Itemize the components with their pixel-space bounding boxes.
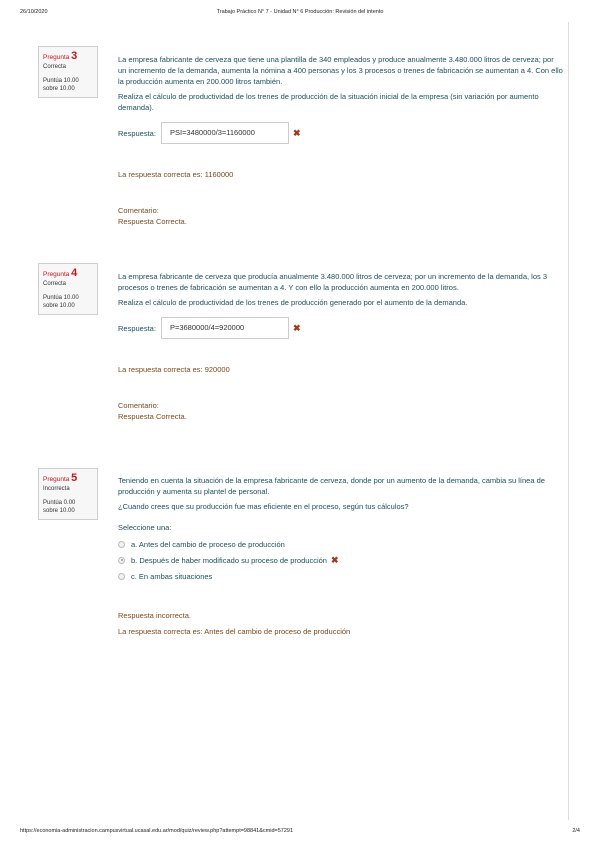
question-label: Pregunta bbox=[43, 476, 70, 483]
radio-unchecked-icon[interactable] bbox=[118, 541, 125, 548]
option-b[interactable] bbox=[118, 552, 563, 568]
question-info-box bbox=[38, 263, 98, 315]
question-number: 4 bbox=[71, 267, 78, 279]
question-content bbox=[118, 475, 563, 637]
incorrect-mark-icon: ✖ bbox=[330, 554, 339, 565]
print-footer-page: 2/4 bbox=[572, 828, 580, 834]
comment-label: Comentario: bbox=[118, 401, 159, 410]
question-state: Correcta bbox=[43, 64, 67, 70]
correct-answer-feedback: La respuesta correcta es: 1160000 bbox=[118, 170, 234, 179]
answer-input[interactable]: P=3680000/4=920000 bbox=[161, 317, 289, 339]
option-label: c. En ambas situaciones bbox=[131, 571, 213, 581]
question-grade: Puntúa 10.00 bbox=[43, 78, 79, 84]
option-a[interactable] bbox=[118, 536, 563, 552]
question-state: Correcta bbox=[43, 281, 67, 287]
correct-answer-feedback: La respuesta correcta es: 920000 bbox=[118, 365, 230, 374]
question-instruction: ¿Cuando crees que su producción fue mas eficiente en el proceso, según tus cálculos? bbox=[118, 502, 409, 511]
question-number: 5 bbox=[71, 472, 78, 484]
comment-text: Respuesta Correcta. bbox=[118, 217, 187, 226]
question-instruction: Realiza el cálculo de productividad de los trenes de producción generado por el aumento de la demanda. bbox=[118, 298, 468, 307]
question-grade-max: sobre 10.00 bbox=[43, 303, 75, 309]
content-divider bbox=[568, 22, 569, 820]
options-list bbox=[118, 536, 563, 584]
print-header-title: Trabajo Práctico N° 7 - Unidad N° 6 Producción: Revisión del intento bbox=[216, 9, 384, 15]
answer-input[interactable]: PSI=3480000/3=1160000 bbox=[161, 122, 289, 144]
question-label: Pregunta bbox=[43, 271, 70, 278]
comment-label: Comentario: bbox=[118, 206, 159, 215]
question-info-box bbox=[38, 468, 98, 520]
question-instruction: Realiza el cálculo de productividad de los trenes de producción de la situación inicial de la empresa (sin variación por aumento demanda). bbox=[118, 92, 539, 112]
incorrect-feedback: Respuesta incorrecta. bbox=[118, 611, 191, 620]
select-label: Seleccione una: bbox=[118, 523, 172, 532]
answer-label: Respuesta: bbox=[118, 128, 156, 138]
question-text: La empresa fabricante de cerveza que producía anualmente 3.480.000 litros de cerveza; por un incremento de la demanda, los 3 procesos o trenes de fabricación se aumentan a 4. Y con ello la producción aumenta en 200.000 litros. bbox=[118, 272, 548, 292]
answer-label: Respuesta: bbox=[118, 323, 156, 333]
option-c[interactable] bbox=[118, 568, 563, 584]
question-grade: Puntúa 0.00 bbox=[43, 500, 76, 506]
question-grade-max: sobre 10.00 bbox=[43, 86, 75, 92]
question-text: La empresa fabricante de cerveza que tiene una plantilla de 340 empleados y produce anualmente 3.480.000 litros de cerveza; por un incremento de la demanda, aumenta la nómina a 400 personas y los 3 procesos o trenes de fabricación se aumentan a 4. Con ello la producción aumenta en 200.000 litros también. bbox=[118, 55, 563, 86]
print-header-date: 26/10/2020 bbox=[20, 9, 48, 15]
option-label: b. Después de haber modificado su proceso de producción bbox=[131, 555, 327, 565]
incorrect-mark-icon: ✖ bbox=[292, 127, 301, 138]
option-label: a. Antes del cambio de proceso de producción bbox=[131, 539, 285, 549]
question-info-box bbox=[38, 46, 98, 98]
print-footer-url: https://economia-administracion.campusvirtual.ucasal.edu.ar/mod/quiz/review.php?attempt=98841&cmid=57291 bbox=[20, 828, 294, 834]
question-label: Pregunta bbox=[43, 54, 70, 61]
radio-checked-icon[interactable] bbox=[118, 557, 125, 564]
incorrect-mark-icon: ✖ bbox=[292, 322, 301, 333]
question-text: Teniendo en cuenta la situación de la empresa fabricante de cerveza, donde por un aumento de la demanda, cambia su línea de producción y aumenta su plantel de personal. bbox=[118, 476, 545, 496]
answer-row bbox=[118, 122, 563, 144]
comment-text: Respuesta Correcta. bbox=[118, 412, 187, 421]
question-state: Incorrecta bbox=[43, 486, 70, 492]
question-content bbox=[118, 54, 563, 227]
question-number: 3 bbox=[71, 50, 78, 62]
question-grade-max: sobre 10.00 bbox=[43, 508, 75, 514]
answer-row bbox=[118, 317, 563, 339]
correct-answer-feedback: La respuesta correcta es: Antes del cambio de proceso de producción bbox=[118, 627, 351, 636]
radio-unchecked-icon[interactable] bbox=[118, 573, 125, 580]
question-grade: Puntúa 10.00 bbox=[43, 295, 79, 301]
question-content bbox=[118, 271, 563, 422]
